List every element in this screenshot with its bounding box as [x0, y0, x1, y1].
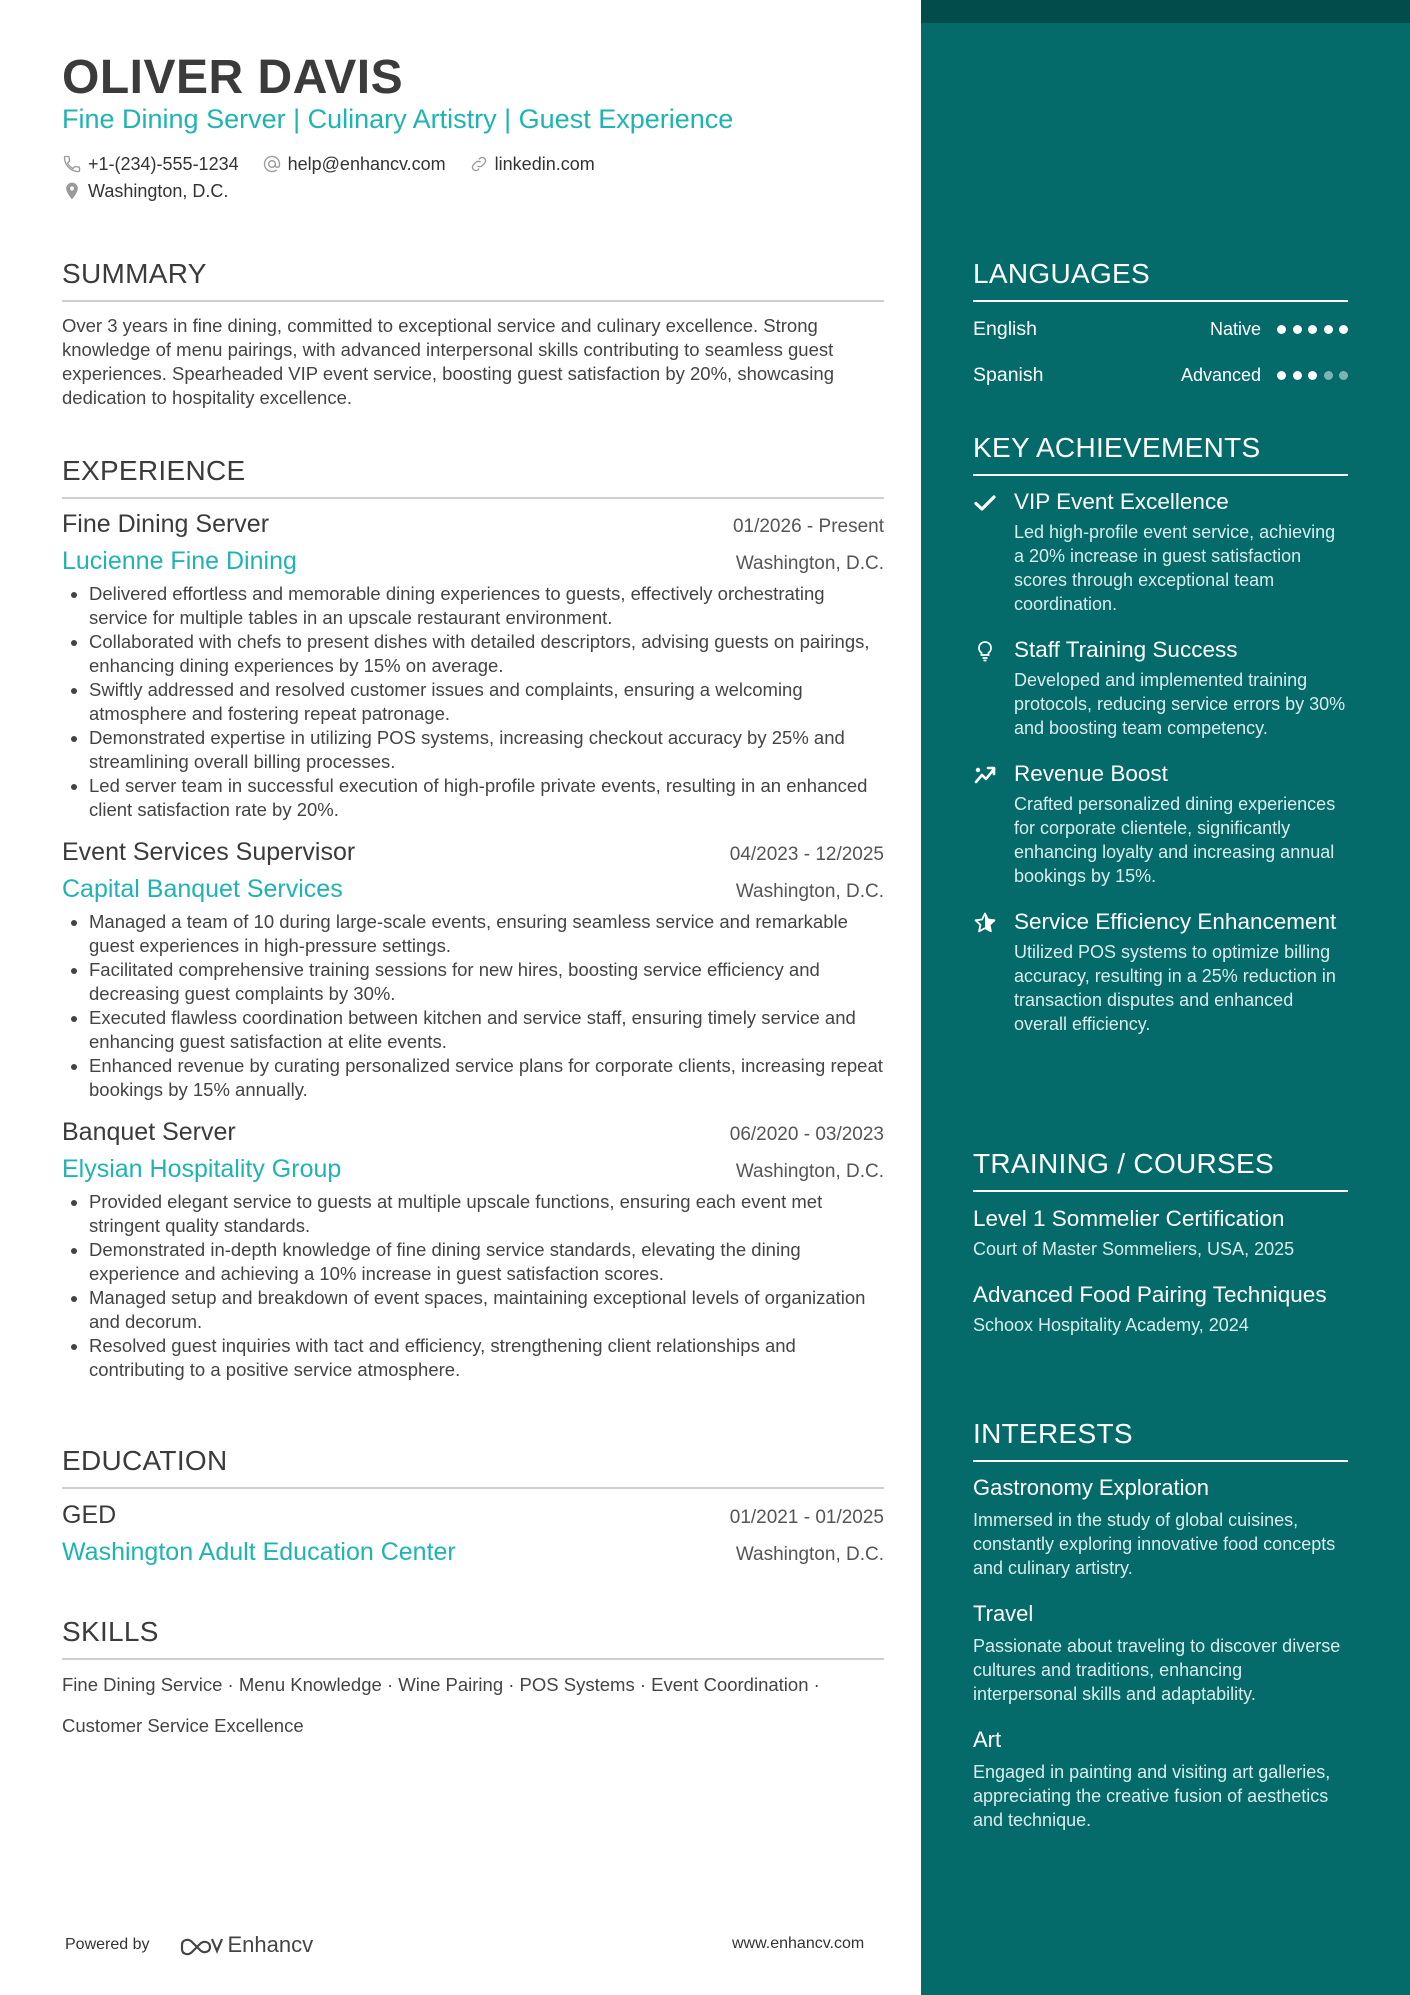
enhancv-logo[interactable] — [178, 1932, 314, 1958]
rating-dot-empty — [1339, 371, 1348, 380]
achievement-desc: Led high-profile event service, achieving a 20% increase in guest satisfaction scores through exceptional team coordination. — [1014, 522, 1336, 614]
course-provider: Court of Master Sommeliers, USA, 2025 — [973, 1239, 1295, 1259]
job-title: Banquet Server — [62, 1118, 236, 1146]
at-icon — [262, 154, 282, 174]
bullet-item: • Enhanced revenue by curating personalized service plans for corporate clients, increasing repeat bookings by 15% annually. — [89, 1054, 884, 1102]
rating-dot-empty — [1324, 371, 1333, 380]
language-name: Spanish — [973, 363, 1044, 386]
lightbulb-icon — [973, 639, 997, 663]
achievement-desc: Crafted personalized dining experiences for corporate clientele, significantly enhancing loyalty and increasing annual bookings by 15%. — [1014, 794, 1336, 886]
course-item — [973, 1204, 1348, 1260]
course-provider: Schoox Hospitality Academy, 2024 — [973, 1315, 1249, 1335]
location-text: Washington, D.C. — [88, 180, 229, 201]
rating-dot-filled — [1293, 325, 1302, 334]
education-date: 01/2021 - 01/2025 — [729, 1507, 884, 1528]
location-contact — [62, 179, 228, 203]
rating-dot-filled — [1339, 325, 1348, 334]
language-rating — [1277, 325, 1348, 334]
education-title: EDUCATION — [62, 1445, 884, 1489]
education-location: Washington, D.C. — [735, 1544, 884, 1565]
degree: GED — [62, 1501, 117, 1529]
powered-by-text: Powered by — [65, 1936, 150, 1953]
contact-info — [62, 152, 882, 206]
achievement-item — [973, 636, 1348, 740]
languages-section — [973, 258, 1348, 398]
summary-section — [62, 258, 884, 410]
job-company: Elysian Hospitality Group — [62, 1155, 342, 1183]
skills-line-2: Customer Service Excellence — [62, 1715, 304, 1736]
rating-dot-filled — [1293, 371, 1302, 380]
bullet-item: • Managed a team of 10 during large-scale events, ensuring seamless service and remarkable guest experiences in high-pressure settings. — [89, 910, 884, 958]
rating-dot-filled — [1277, 325, 1286, 334]
achievement-item — [973, 760, 1348, 888]
bullet-item: • Demonstrated expertise in utilizing POS systems, increasing checkout accuracy by 25% and streamlining overall billing processes. — [89, 726, 884, 774]
candidate-name: OLIVER DAVIS — [62, 51, 404, 104]
bullet-item: • Swiftly addressed and resolved customer issues and complaints, ensuring a welcoming atmosphere and fostering repeat patronage. — [89, 678, 884, 726]
powered-by — [65, 1932, 313, 1958]
check-icon — [973, 491, 997, 515]
interest-item — [973, 1474, 1348, 1580]
job-title: Fine Dining Server — [62, 510, 270, 538]
bullet-item: • Managed setup and breakdown of event spaces, maintaining exceptional levels of organization and decorum. — [89, 1286, 884, 1334]
school-name: Washington Adult Education Center — [62, 1538, 456, 1566]
skills-line-1: Fine Dining Service · Menu Knowledge · Wine Pairing · POS Systems · Event Coordination · — [62, 1674, 820, 1695]
enhancv-logo-icon — [178, 1933, 224, 1957]
job-entry — [62, 1118, 884, 1382]
enhancv-brand-text: Enhancv — [227, 1932, 314, 1957]
job-bullets — [62, 910, 884, 1102]
skills-list — [62, 1664, 884, 1746]
rating-dot-filled — [1308, 371, 1317, 380]
summary-title: SUMMARY — [62, 258, 884, 302]
email-text: help@enhancv.com — [287, 153, 446, 174]
bullet-item: • Demonstrated in-depth knowledge of fine dining service standards, elevating the dining experience and achieving a 10% increase in guest satisfaction scores. — [89, 1238, 884, 1286]
rating-dot-filled — [1277, 371, 1286, 380]
language-name: English — [973, 317, 1037, 340]
bullet-item: • Provided elegant service to guests at multiple upscale functions, ensuring each event met stringent quality standards. — [89, 1190, 884, 1238]
interests-title: INTERESTS — [973, 1418, 1348, 1462]
job-date: 06/2020 - 03/2023 — [729, 1124, 884, 1145]
job-title: Event Services Supervisor — [62, 838, 356, 866]
achievement-desc: Utilized POS systems to optimize billing accuracy, resulting in a 25% reduction in transaction disputes and enhanced overall efficiency. — [1014, 942, 1336, 1034]
interest-desc: Passionate about traveling to discover diverse cultures and traditions, enhancing interpersonal skills and adaptability. — [973, 1636, 1341, 1704]
achievement-title: Staff Training Success — [1014, 637, 1238, 662]
job-date: 01/2026 - Present — [732, 516, 884, 537]
bullet-item: • Facilitated comprehensive training sessions for new hires, boosting service efficiency and decreasing guest complaints by 30%. — [89, 958, 884, 1006]
experience-title: EXPERIENCE — [62, 455, 884, 499]
linkedin-contact[interactable] — [469, 152, 595, 176]
experience-section — [62, 455, 884, 1382]
course-title: Level 1 Sommelier Certification — [973, 1206, 1285, 1231]
headline: Fine Dining Server | Culinary Artistry | Guest Experience — [62, 104, 734, 134]
achievements-title: KEY ACHIEVEMENTS — [973, 432, 1348, 476]
job-entry — [62, 838, 884, 1102]
sidebar — [921, 0, 1410, 1995]
language-level: Native — [1209, 318, 1261, 339]
achievement-title: Revenue Boost — [1014, 761, 1168, 786]
phone-icon — [62, 154, 82, 174]
achievement-title: VIP Event Excellence — [1014, 489, 1229, 514]
achievement-desc: Developed and implemented training protocols, reducing service errors by 30% and boosting team competency. — [1014, 670, 1346, 738]
interest-title: Gastronomy Exploration — [973, 1475, 1209, 1500]
bullet-item: • Resolved guest inquiries with tact and efficiency, strengthening client relationships and contributing to a positive service atmosphere. — [89, 1334, 884, 1382]
language-row — [973, 306, 1348, 352]
course-title: Advanced Food Pairing Techniques — [973, 1282, 1327, 1307]
bullet-item: • Led server team in successful execution of high-profile private events, resulting in an enhanced client satisfaction rate by 20%. — [89, 774, 884, 822]
job-company: Capital Banquet Services — [62, 875, 343, 903]
skills-title: SKILLS — [62, 1616, 884, 1660]
achievement-item — [973, 908, 1348, 1036]
phone-text: +1-(234)-555-1234 — [88, 153, 239, 174]
education-section — [62, 1445, 884, 1567]
bullet-item: • Executed flawless coordination between kitchen and service staff, ensuring timely service and enhancing guest satisfaction at elite events. — [89, 1006, 884, 1054]
link-icon — [469, 154, 489, 174]
achievements-section — [973, 432, 1348, 1036]
job-company: Lucienne Fine Dining — [62, 547, 297, 575]
location-pin-icon — [62, 181, 82, 201]
summary-text: Over 3 years in fine dining, committed to exceptional service and culinary excellence. Strong knowledge of menu pairings, with advanced interpersonal skills contributing to seamless guest experiences. Spearheaded VIP event service, boosting guest satisfaction by 20%, showcasing dedication to hospitality excellence. — [62, 315, 834, 408]
interest-desc: Immersed in the study of global cuisines, constantly exploring innovative food concepts and culinary artistry. — [973, 1510, 1336, 1578]
job-entry — [62, 510, 884, 822]
email-contact[interactable] — [262, 152, 446, 176]
languages-title: LANGUAGES — [973, 258, 1348, 302]
training-section — [973, 1148, 1348, 1336]
job-date: 04/2023 - 12/2025 — [729, 844, 884, 865]
phone-contact[interactable] — [62, 152, 239, 176]
bullet-item: • Collaborated with chefs to present dishes with detailed descriptors, advising guests on pairings, enhancing dining experiences by 15% on average. — [89, 630, 884, 678]
training-title: TRAINING / COURSES — [973, 1148, 1348, 1192]
linkedin-text: linkedin.com — [494, 153, 595, 174]
course-item — [973, 1280, 1348, 1336]
interests-section — [973, 1418, 1348, 1832]
rating-dot-filled — [1324, 325, 1333, 334]
language-level: Advanced — [1180, 364, 1261, 385]
interest-item — [973, 1726, 1348, 1832]
achievement-item — [973, 488, 1348, 616]
language-rating — [1277, 371, 1348, 380]
job-bullets — [62, 582, 884, 822]
job-location: Washington, D.C. — [735, 881, 884, 902]
job-location: Washington, D.C. — [735, 553, 884, 574]
bullet-item: • Delivered effortless and memorable dining experiences to guests, effectively orchestrating service for multiple tables in an upscale restaurant environment. — [89, 582, 884, 630]
interest-item — [973, 1600, 1348, 1706]
sidebar-top-bar — [921, 0, 1410, 23]
achievement-title: Service Efficiency Enhancement — [1014, 909, 1337, 934]
website-link[interactable]: www.enhancv.com — [732, 1935, 865, 1952]
star-icon — [973, 911, 997, 935]
skills-section — [62, 1616, 884, 1746]
rating-dot-filled — [1308, 325, 1317, 334]
interest-title: Travel — [973, 1601, 1034, 1626]
interest-title: Art — [973, 1727, 1002, 1752]
language-row — [973, 352, 1348, 398]
job-location: Washington, D.C. — [735, 1161, 884, 1182]
job-bullets — [62, 1190, 884, 1382]
interest-desc: Engaged in painting and visiting art galleries, appreciating the creative fusion of aesthetics and technique. — [973, 1762, 1331, 1830]
chart-icon — [973, 763, 997, 787]
